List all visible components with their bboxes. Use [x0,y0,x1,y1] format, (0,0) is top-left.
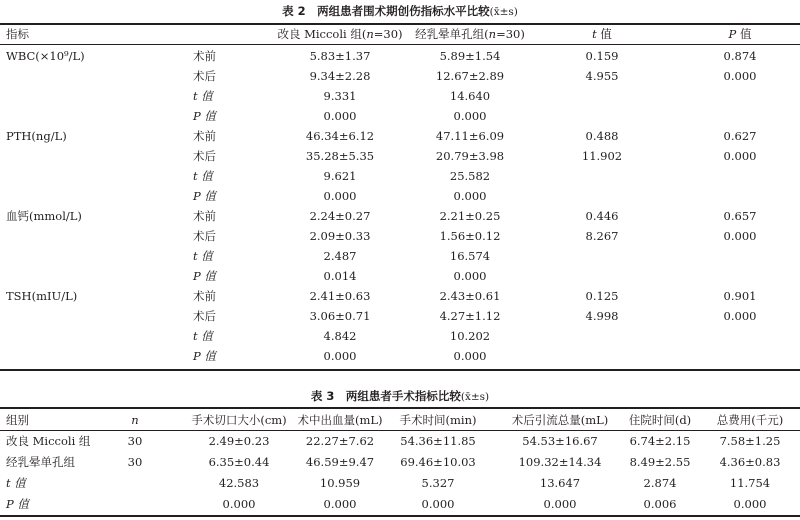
table2-bottom-rule [0,369,800,371]
table3-cost-value: 11.754 [729,476,771,490]
table2-p-value: 0.000 [723,149,757,163]
table2-group-a-value: 46.34±6.12 [305,129,375,143]
table3-header-blood-loss: 术中出血量(mL) [297,413,383,427]
table3-row [0,473,800,493]
table2-group-b-value: 2.21±0.25 [439,209,501,223]
table2-timepoint-label: 术后 [193,229,216,243]
table2-header-indicator: 指标 [6,27,29,41]
table3-stay-value: 2.874 [643,476,677,490]
table3-header-n: n [131,413,139,427]
table2-group-a-value: 35.28±5.35 [305,149,375,163]
table2-p-value: 0.657 [723,209,757,223]
table3-group-label: 经乳晕单孔组 [6,455,75,469]
table2-row [0,46,800,66]
table2-timepoint-label: P 值 [193,189,216,203]
table3-cost-value: 7.58±1.25 [719,434,781,448]
table2-row [0,326,800,346]
table3-op-time-value: 54.36±11.85 [400,434,476,448]
table2-timepoint-label: 术后 [193,149,216,163]
table3-header-group: 组别 [6,413,29,427]
table2-timepoint-label: t 值 [193,89,213,103]
table2-group-b-value: 47.11±6.09 [435,129,505,143]
table3-row [0,431,800,451]
table2-header-p: P 值 [728,27,752,41]
table2-p-value: 0.874 [723,49,757,63]
table3-header-stay: 住院时间(d) [628,413,692,427]
table2-group-a-value: 9.331 [323,89,357,103]
table2-group-a-value: 4.842 [323,329,357,343]
table3-op-time-value: 5.327 [421,476,455,490]
table2-row [0,186,800,206]
table2-group-a-value: 2.41±0.63 [309,289,371,303]
table2-header-rule [0,44,800,45]
table3-header-incision: 手术切口大小(cm) [191,413,287,427]
table3-top-rule [0,407,800,409]
table2-row [0,206,800,226]
table2-indicator-name: TSH(mIU/L) [6,289,78,303]
table3-header-drainage: 术后引流总量(mL) [511,413,609,427]
table3-blood-loss-value: 10.959 [319,476,361,490]
table2-t-value: 0.446 [585,209,619,223]
table3-drainage-value: 13.647 [539,476,581,490]
table2-group-a-value: 0.000 [323,189,357,203]
table2-timepoint-label: 术前 [193,49,216,63]
table2-caption [0,3,800,19]
table2-row [0,126,800,146]
table2-t-value: 8.267 [585,229,619,243]
table2-group-a-value: 2.24±0.27 [309,209,371,223]
table3-bottom-rule [0,515,800,517]
table3-incision-value: 6.35±0.44 [208,455,270,469]
table3-blood-loss-value: 22.27±7.62 [305,434,375,448]
table2-t-value: 0.159 [585,49,619,63]
table2-t-value: 4.998 [585,309,619,323]
table2-group-b-value: 5.89±1.54 [439,49,501,63]
table3-caption-stat: (x̄±s) [460,391,490,403]
table2-indicator-name: PTH(ng/L) [6,129,67,143]
table2-timepoint-label: t 值 [193,329,213,343]
table2-timepoint-label: 术后 [193,309,216,323]
table2-timepoint-label: 术前 [193,289,216,303]
table2-row [0,106,800,126]
table2-timepoint-label: 术后 [193,69,216,83]
table3-group-label: P 值 [6,497,29,511]
table2-timepoint-label: 术前 [193,209,216,223]
table2-timepoint-label: t 值 [193,169,213,183]
table2-row [0,86,800,106]
table2-row [0,286,800,306]
table3-op-time-value: 69.46±10.03 [400,455,476,469]
table2-group-a-value: 2.09±0.33 [309,229,371,243]
table2-group-b-value: 12.67±2.89 [435,69,505,83]
table3-incision-value: 2.49±0.23 [208,434,270,448]
table2-row [0,246,800,266]
table2-row [0,66,800,86]
table3-stay-value: 6.74±2.15 [629,434,691,448]
table2-p-value: 0.000 [723,309,757,323]
table2-header-group-b: 经乳晕单孔组(n=30) [415,27,525,41]
table2-indicator-name: 血钙(mmol/L) [6,209,82,223]
table2-t-value: 4.955 [585,69,619,83]
table3-row [0,452,800,472]
table2-t-value: 0.125 [585,289,619,303]
table2-row [0,166,800,186]
table2-group-b-value: 0.000 [453,109,487,123]
table3-op-time-value: 0.000 [421,497,455,511]
table2-header-group-a: 改良 Miccoli 组(n=30) [277,27,403,41]
table2-group-a-value: 0.014 [323,269,357,283]
table2-row [0,226,800,246]
table2-t-value: 0.488 [585,129,619,143]
table3-drainage-value: 0.000 [543,497,577,511]
table2-p-value: 0.000 [723,229,757,243]
table2-p-value: 0.000 [723,69,757,83]
table3-caption-text: 表 3 两组患者手术指标比较 [310,389,461,403]
table2-group-b-value: 16.574 [449,249,491,263]
table2-group-b-value: 10.202 [449,329,491,343]
table2-indicator-name: WBC(×10⁹/L) [6,49,85,63]
table3-stay-value: 8.49±2.55 [629,455,691,469]
table2-p-value: 0.901 [723,289,757,303]
table2-group-a-value: 0.000 [323,109,357,123]
table3-blood-loss-value: 0.000 [323,497,357,511]
table2-row [0,266,800,286]
table3-header-op-time: 手术时间(min) [399,413,477,427]
table3-row [0,494,800,514]
table3-n-value: 30 [127,455,143,469]
table2-group-b-value: 2.43±0.61 [439,289,501,303]
table2-timepoint-label: 术前 [193,129,216,143]
table3-incision-value: 0.000 [222,497,256,511]
table3-caption [0,388,800,404]
table2-caption-stat: (x̄±s) [489,6,518,18]
table3-header-cost: 总费用(千元) [716,413,784,427]
table3-group-label: 改良 Miccoli 组 [6,434,91,448]
table2-row [0,146,800,166]
table2-group-b-value: 14.640 [449,89,491,103]
table2-header-t: t 值 [592,27,612,41]
table2-row [0,306,800,326]
table2-group-b-value: 0.000 [453,349,487,363]
table3-group-label: t 值 [6,476,26,490]
table3-header-row [0,410,800,430]
table2-timepoint-label: P 值 [193,349,216,363]
table2-group-b-value: 0.000 [453,269,487,283]
table2-timepoint-label: P 值 [193,109,216,123]
table2-group-b-value: 4.27±1.12 [439,309,501,323]
table3-incision-value: 42.583 [218,476,260,490]
table2-group-a-value: 9.34±2.28 [309,69,371,83]
table2-group-b-value: 25.582 [449,169,491,183]
table2-group-b-value: 20.79±3.98 [435,149,505,163]
table3-drainage-value: 54.53±16.67 [522,434,598,448]
table2-group-a-value: 9.621 [323,169,357,183]
table2-group-a-value: 0.000 [323,349,357,363]
table3-drainage-value: 109.32±14.34 [518,455,602,469]
table2-group-b-value: 1.56±0.12 [439,229,501,243]
table2-caption-text: 表 2 两组患者围术期创伤指标水平比较 [282,4,490,18]
table2-row [0,346,800,366]
table2-timepoint-label: P 值 [193,269,216,283]
table2-group-b-value: 0.000 [453,189,487,203]
table3-n-value: 30 [127,434,143,448]
table2-group-a-value: 3.06±0.71 [309,309,371,323]
table2-p-value: 0.627 [723,129,757,143]
table2-t-value: 11.902 [581,149,623,163]
table2-group-a-value: 2.487 [323,249,357,263]
table3-blood-loss-value: 46.59±9.47 [305,455,375,469]
table3-cost-value: 4.36±0.83 [719,455,781,469]
table2-timepoint-label: t 值 [193,249,213,263]
table2-header-row [0,24,800,44]
table3-cost-value: 0.000 [733,497,767,511]
table3-stay-value: 0.006 [643,497,677,511]
table2-group-a-value: 5.83±1.37 [309,49,371,63]
